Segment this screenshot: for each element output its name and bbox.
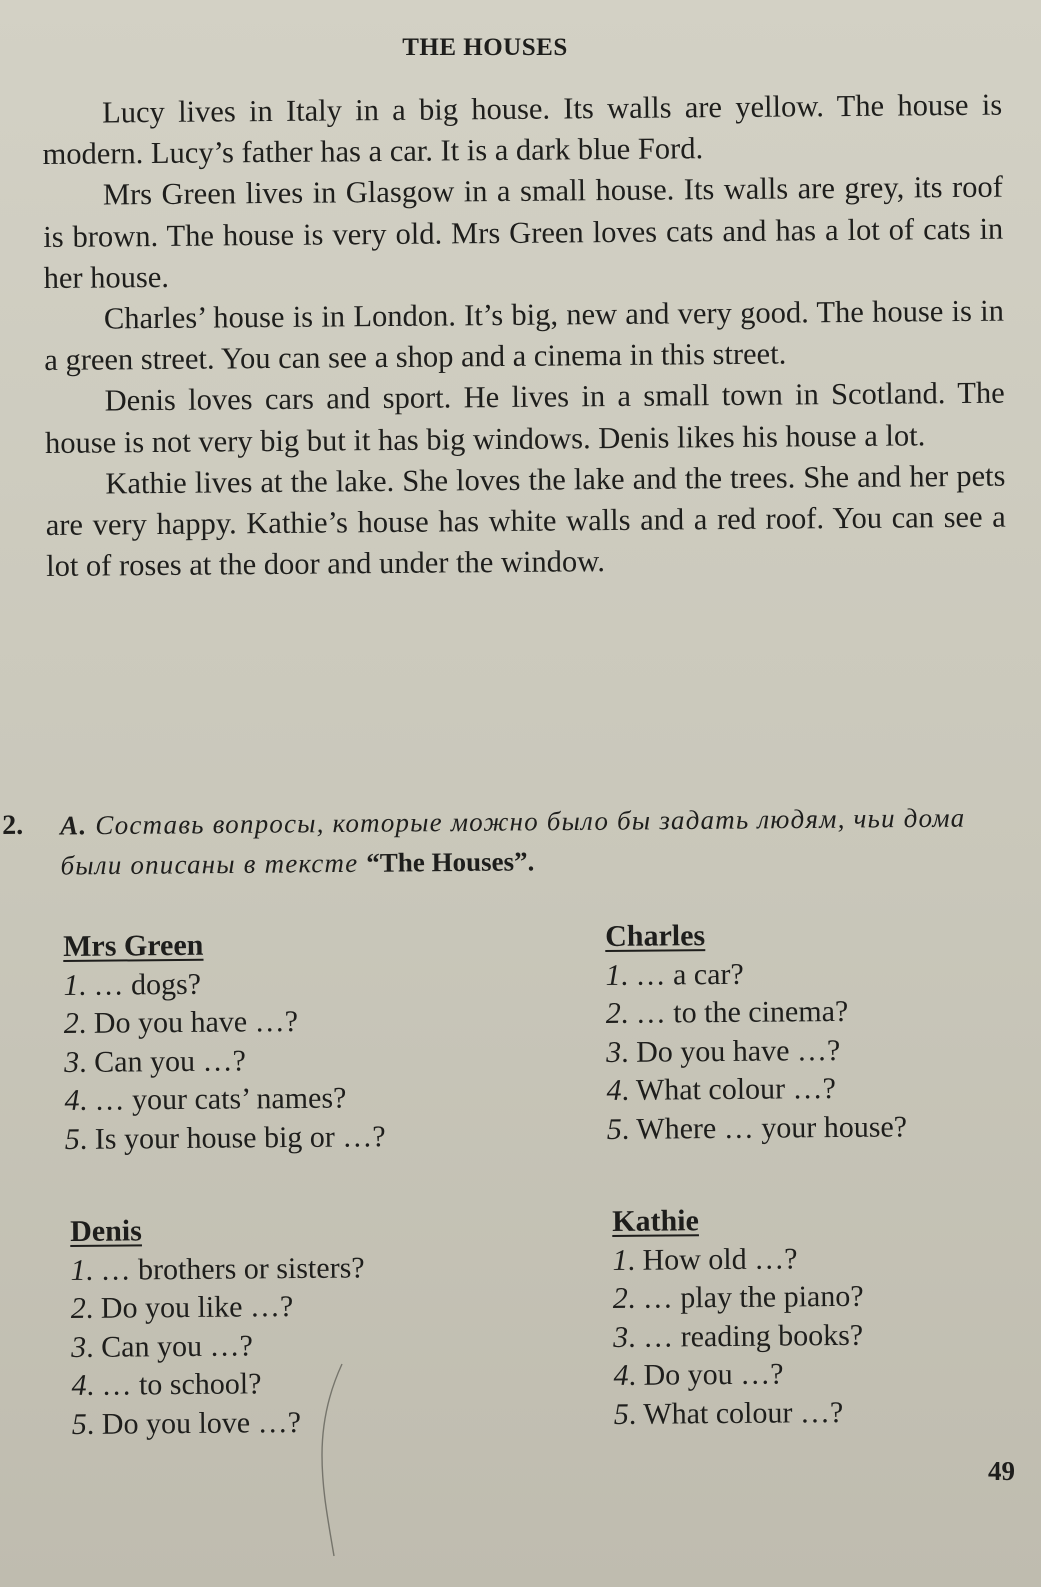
exercise-letter: A.	[60, 810, 88, 841]
instruction-title-reference: “The Houses”.	[366, 846, 535, 878]
list-item: 5. Is your house big or …?	[64, 1119, 386, 1156]
item-text: Do you like …?	[100, 1290, 294, 1325]
item-text: What colour …?	[643, 1395, 844, 1431]
paragraph-kathie: Kathie lives at the lake. She loves the lake and the trees. She and her pets are very happy. Kathie’s house has white walls and a red roof. You can see a lot of roses at the door and under the window.	[45, 458, 1006, 584]
item-number: 1	[612, 1243, 628, 1277]
item-text: … reading books?	[643, 1318, 864, 1354]
pen-mark	[300, 1360, 360, 1560]
question-list	[612, 1239, 864, 1434]
paragraph-charles: Charles’ house is in London. It’s big, new and very good. The house is in a green street. You can see a shop and a cinema in this street.	[44, 293, 1005, 378]
page-title: THE HOUSES	[402, 34, 568, 61]
item-text: Is your house big or …?	[94, 1119, 386, 1156]
item-number: 3	[606, 1035, 622, 1069]
paragraph-denis: Denis loves cars and sport. He lives in a small town in Scotland. The house is not very big but it has big windows. Denis likes his house a lot.	[44, 376, 1005, 460]
item-text: Where … your house?	[636, 1109, 908, 1146]
item-number: 2	[612, 1281, 628, 1315]
paragraph-mrs-green: Mrs Green lives in Glasgow in a small house. Its walls are grey, its roof is brown. The house is very old. Mrs Green loves cats and has a lot of cats in her house.	[43, 170, 1004, 295]
list-item: 4. What colour …?	[606, 1071, 837, 1107]
instruction-text: Составь вопросы, которые можно было бы задать людям, чьи дома были описаны в тексте	[60, 802, 966, 881]
item-text: Can you …?	[101, 1328, 253, 1364]
questions-charles	[605, 915, 907, 1149]
item-number: 1	[605, 958, 621, 992]
list-item: 5. Where … your house?	[606, 1109, 908, 1146]
item-text: … to the cinema?	[635, 994, 849, 1030]
story-text	[42, 85, 1006, 588]
list-item: 5. What colour …?	[613, 1395, 844, 1431]
questions-mrs-green	[63, 925, 386, 1159]
item-number: 2	[605, 996, 621, 1030]
item-number: 5	[613, 1397, 629, 1431]
item-text: Do you have …?	[636, 1033, 841, 1069]
list-item: 1. … a car?	[605, 957, 744, 992]
exercise-instruction	[60, 797, 1021, 885]
item-number: 3	[64, 1045, 80, 1079]
item-text: Can you …?	[94, 1043, 246, 1079]
item-text: … dogs?	[93, 967, 202, 1002]
list-item: 4. … your cats’ names?	[64, 1081, 347, 1117]
item-number: 4	[613, 1358, 629, 1392]
item-text: … brothers or sisters?	[100, 1250, 365, 1287]
item-number: 1	[63, 968, 79, 1002]
exercise-2	[0, 797, 1021, 886]
item-number: 3	[613, 1320, 629, 1354]
list-item: 4. … to school?	[71, 1367, 262, 1402]
questions-kathie	[612, 1201, 865, 1434]
item-number: 4	[64, 1083, 80, 1117]
list-item: 3. Can you …?	[64, 1043, 246, 1079]
item-text: Do you love …?	[101, 1405, 302, 1441]
exercise-number: 2.	[2, 809, 24, 841]
item-text: … play the piano?	[642, 1279, 864, 1315]
list-item: 4. Do you …?	[613, 1357, 784, 1392]
list-item: 3. Can you …?	[71, 1328, 253, 1364]
list-item: 2. … play the piano?	[612, 1279, 864, 1315]
block-heading: Charles	[605, 919, 706, 953]
item-number: 5	[71, 1407, 87, 1441]
item-text: Do you have …?	[93, 1004, 299, 1040]
item-text: … a car?	[635, 957, 744, 992]
list-item: 3. … reading books?	[613, 1318, 864, 1354]
item-number: 4	[606, 1073, 622, 1107]
list-item: 2. Do you have …?	[63, 1004, 299, 1040]
item-number: 1	[70, 1253, 86, 1287]
item-text: How old …?	[642, 1241, 798, 1277]
item-text: What colour …?	[635, 1071, 837, 1107]
list-item: 2. … to the cinema?	[605, 994, 849, 1030]
item-number: 3	[71, 1330, 87, 1364]
block-heading: Denis	[70, 1214, 142, 1248]
item-text: … your cats’ names?	[94, 1081, 347, 1117]
question-list	[605, 954, 907, 1149]
item-number: 5	[64, 1122, 80, 1156]
list-item: 1. … dogs?	[63, 967, 202, 1002]
list-item: 3. Do you have …?	[606, 1033, 841, 1069]
list-item: 2. Do you like …?	[70, 1290, 294, 1325]
question-list	[63, 964, 385, 1159]
item-number: 5	[606, 1112, 622, 1146]
paragraph-lucy: Lucy lives in Italy in a big house. Its walls are yellow. The house is modern. Lucy’s father has a car. It is a dark blue Ford.	[42, 87, 1003, 172]
item-number: 2	[70, 1291, 86, 1325]
item-number: 4	[71, 1368, 87, 1402]
item-text: Do you …?	[643, 1357, 784, 1392]
item-number: 2	[63, 1006, 79, 1040]
list-item: 5. Do you love …?	[71, 1405, 302, 1441]
list-item: 1. … brothers or sisters?	[70, 1250, 365, 1287]
block-heading: Kathie	[612, 1204, 699, 1238]
list-item: 1. How old …?	[612, 1241, 798, 1277]
block-heading: Mrs Green	[63, 928, 204, 963]
page-number: 49	[988, 1456, 1015, 1486]
item-text: … to school?	[101, 1367, 262, 1402]
